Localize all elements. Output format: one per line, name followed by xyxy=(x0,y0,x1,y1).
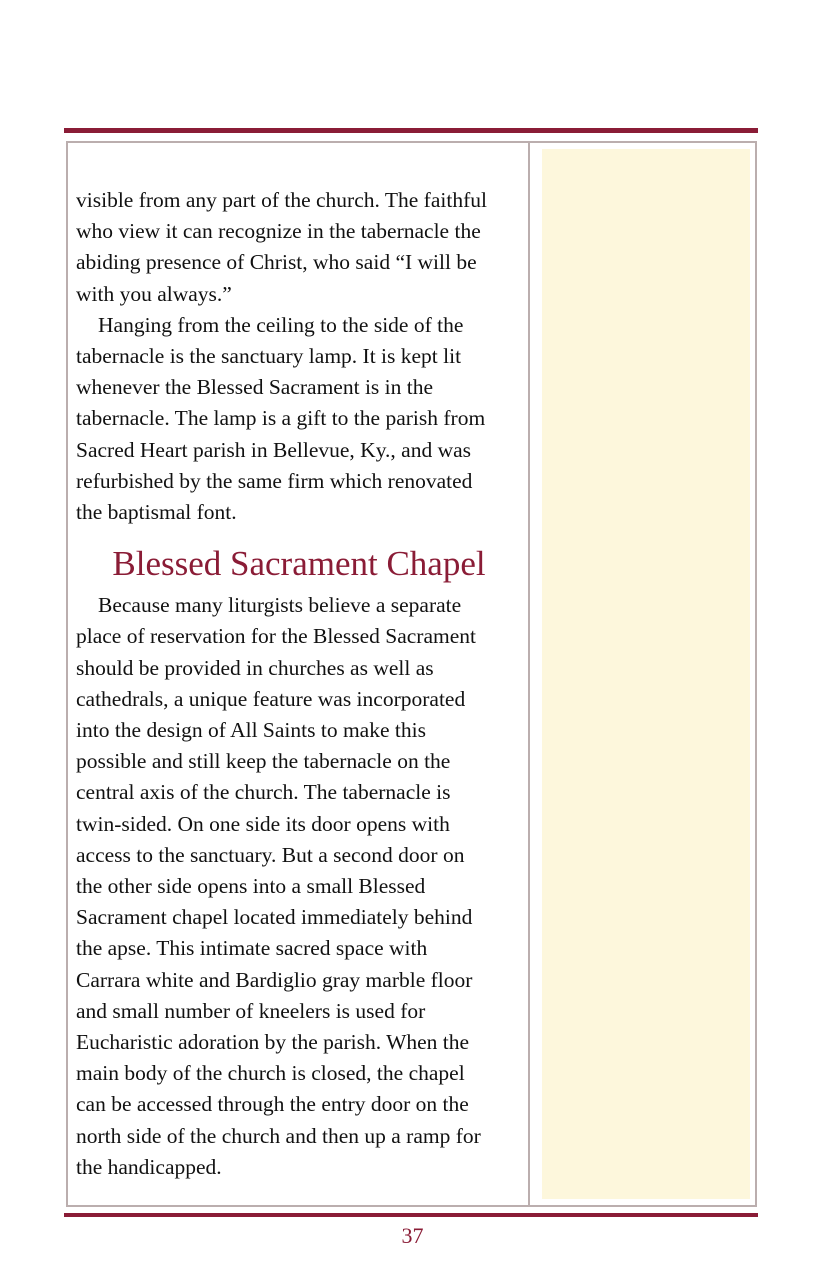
body-paragraph-1: visible from any part of the church. The faithful who view it can recognize in the tabernacle the abiding presence of Christ, who said “I will be with you always.” xyxy=(76,188,487,306)
sidebar-panel xyxy=(542,149,750,1199)
body-paragraph-3: Because many liturgists believe a separate place of reservation for the Blessed Sacrament should be provided in churches as well as cathedrals, a unique feature was incorporated into the design of All Saints to make this possible and still keep the tabernacle on the central axis of the church. The tabernacle is twin-sided. On one side its door opens with access to the sanctuary. But a second door on the other side opens into a small Blessed Sacrament chapel located immediately behind the apse. This intimate sacred space with Carrara white and Bardiglio gray marble floor and small number of kneelers is used for Eucharistic adoration by the parish. When the main body of the church is closed, the chapel can be accessed through the entry door on the north side of the church and then up a ramp for the handicapped. xyxy=(76,593,481,1179)
top-rule xyxy=(64,128,758,133)
column-divider xyxy=(528,141,530,1207)
body-paragraph-2: Hanging from the ceiling to the side of the tabernacle is the sanctuary lamp. It is kept lit whenever the Blessed Sacrament is in the tabernacle. The lamp is a gift to the parish from Sacred Heart parish in Bellevue, Ky., and was refurbished by the same firm which renovated the baptismal font. xyxy=(76,312,486,525)
main-text-column xyxy=(76,185,522,1183)
section-heading: Blessed Sacrament Chapel xyxy=(112,544,486,584)
page-number: 37 xyxy=(401,1223,424,1248)
bottom-rule xyxy=(64,1213,758,1217)
